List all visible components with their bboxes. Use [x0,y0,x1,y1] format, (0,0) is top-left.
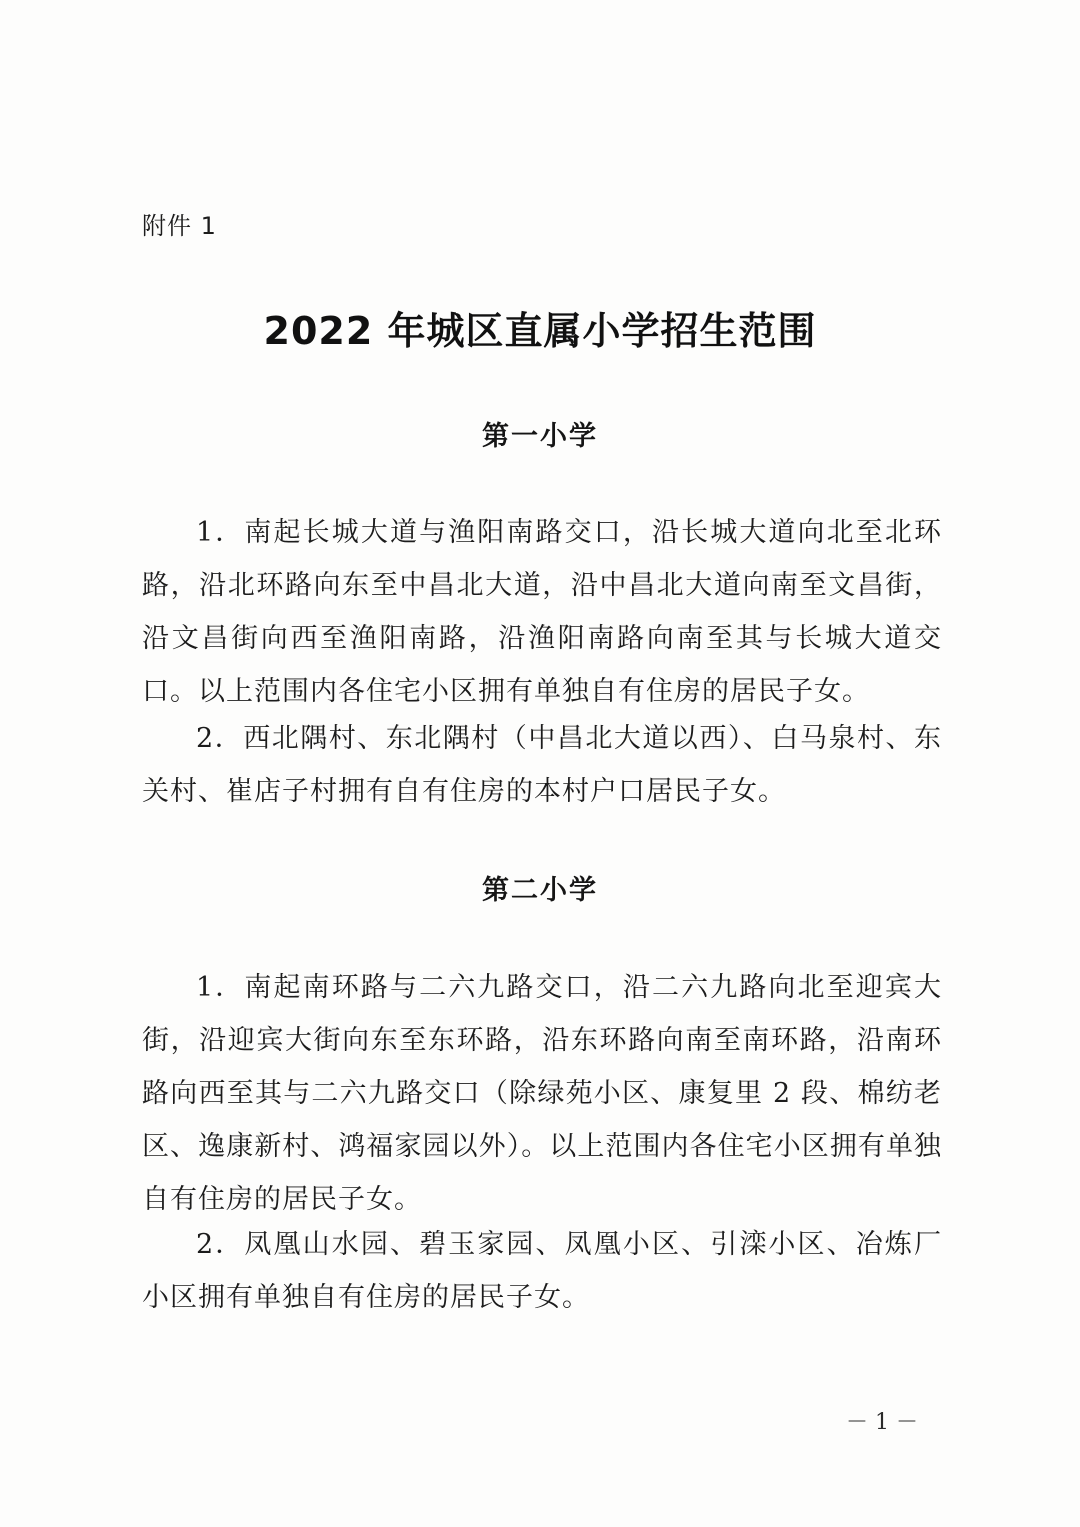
paragraph-first-school-item-2: 2．西北隅村、东北隅村（中昌北大道以西）、白马泉村、东关村、崔店子村拥有自有住房的本村户口居民子女。 [142,723,942,807]
paragraph-first-school-item-1: 1．南起长城大道与渔阳南路交口，沿长城大道向北至北环路，沿北环路向东至中昌北大道，沿中昌北大道向南至文昌街，沿文昌街向西至渔阳南路，沿渔阳南路向南至其与长城大道交口。以上范围内各住宅小区拥有单独自有住房的居民子女。 [142,517,942,707]
attachment-label: 附件 1 [142,212,217,240]
document-title: 2022 年城区直属小学招生范围 [263,309,817,353]
section-heading-second-school: 第二小学 [482,875,598,906]
paragraph-second-school-item-2: 2．凤凰山水园、碧玉家园、凤凰小区、引滦小区、冶炼厂小区拥有单独自有住房的居民子女。 [142,1229,942,1313]
paragraph-second-school-item-1: 1．南起南环路与二六九路交口，沿二六九路向北至迎宾大街，沿迎宾大街向东至东环路，沿东环路向南至南环路，沿南环路向西至其与二六九路交口（除绿苑小区、康复里 2 段、棉纺老区、逸康新村、鸿福家园以外）。以上范围内各住宅小区拥有单独自有住房的居民子女。 [142,972,942,1215]
page-number: － 1 － [846,1410,918,1435]
section-heading-first-school: 第一小学 [482,421,598,452]
